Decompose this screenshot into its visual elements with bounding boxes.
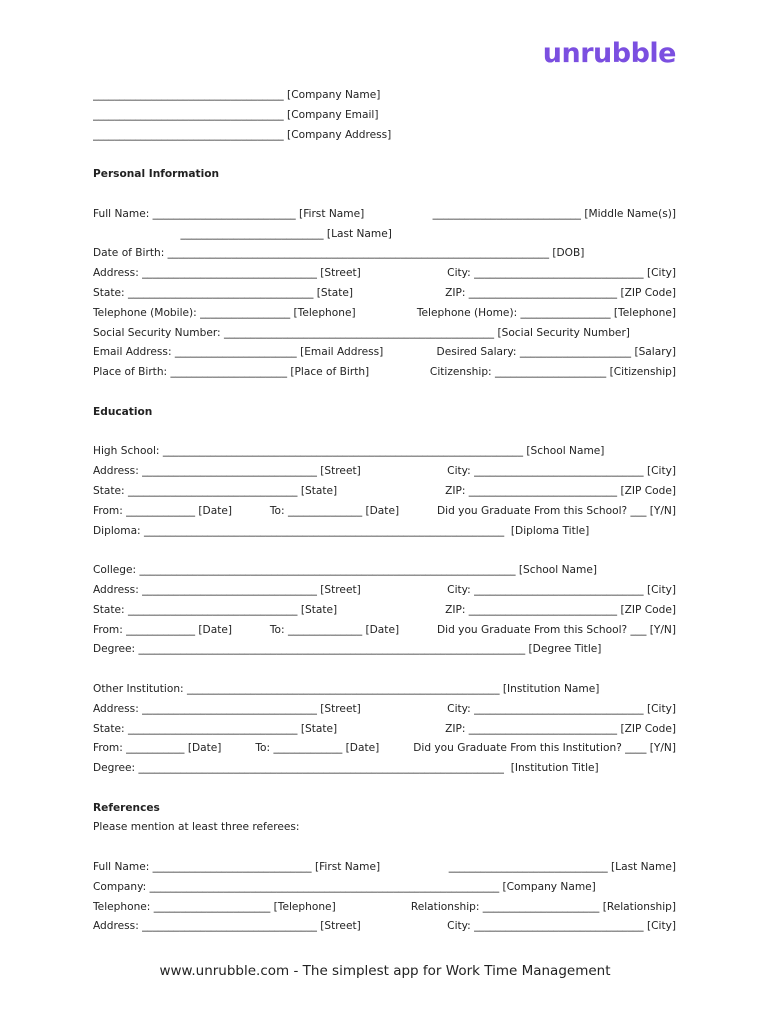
- form-field-text: State: ________________________________ [State]: [93, 484, 338, 497]
- section-heading-education: Education: [93, 405, 153, 418]
- form-field-text: Degree: _____________________________________________________________________ [Institution Title]: [93, 762, 599, 775]
- form-field-text: From: ___________ [Date]: [93, 742, 222, 755]
- spacer: [93, 383, 676, 403]
- college-block: [93, 561, 676, 660]
- company-line: ____________________________________ [Company Email]: [93, 108, 379, 121]
- form-line: [93, 225, 676, 245]
- form-field-text: To: ______________ [Date]: [269, 504, 400, 517]
- form-line: [93, 898, 676, 918]
- form-field-text: Email Address: _______________________ [Email Address]: [93, 346, 384, 359]
- form-field-text: Telephone (Home): _________________ [Telephone]: [416, 306, 676, 319]
- form-document: [93, 86, 676, 937]
- form-field-text: ______________________________ [Last Name]: [448, 861, 676, 874]
- form-field-text: From: _____________ [Date]: [93, 504, 232, 517]
- form-field-text: Full Name: ___________________________ [First Name]: [93, 207, 365, 220]
- form-field-text: Citizenship: _____________________ [Citizenship]: [429, 366, 676, 379]
- company-line: ____________________________________ [Company Name]: [93, 89, 381, 101]
- form-field-text: Desired Salary: _____________________ [Salary]: [436, 346, 676, 359]
- form-field-text: Place of Birth: ______________________ [Place of Birth]: [93, 366, 370, 379]
- form-line: [93, 601, 676, 621]
- form-field-text: Company: __________________________________________________________________ [Company Name]: [93, 880, 596, 893]
- form-line: [93, 739, 676, 759]
- personal-info-block: [93, 205, 676, 383]
- other-institution-block: [93, 680, 676, 779]
- company-line: ____________________________________ [Company Address]: [93, 128, 392, 141]
- form-field-text: College: _______________________________________________________________________ [School Name]: [93, 564, 597, 577]
- form-field-text: City: ________________________________ [City]: [447, 920, 676, 933]
- spacer: [93, 145, 676, 165]
- form-field-text: Degree: _________________________________________________________________________ [Degree Title]: [93, 643, 602, 656]
- form-field-text: Other Institution: ___________________________________________________________ [Institution Name]: [93, 682, 600, 695]
- form-field-text: Did you Graduate From this Institution? ____ [Y/N]: [413, 742, 676, 755]
- form-field-text: Social Security Number: ___________________________________________________ [Social Security Number]: [93, 326, 630, 339]
- form-line: [93, 343, 676, 363]
- form-line: [93, 640, 676, 660]
- form-field-text: Address: _________________________________ [Street]: [93, 465, 361, 478]
- form-line: [93, 581, 676, 601]
- form-field-text: High School: ____________________________________________________________________ [School Name]: [93, 445, 605, 458]
- form-line: [93, 700, 676, 720]
- spacer: [93, 660, 676, 680]
- form-field-text: ___________________________ [Last Name]: [93, 227, 392, 240]
- spacer: [93, 838, 676, 858]
- high-school-block: [93, 442, 676, 541]
- form-field-text: Diploma: ____________________________________________________________________ [Diploma Title]: [93, 524, 590, 537]
- form-field-text: From: _____________ [Date]: [93, 623, 232, 636]
- form-field-text: Telephone (Mobile): _________________ [Telephone]: [93, 306, 356, 319]
- form-field-text: ZIP: ____________________________ [ZIP Code]: [445, 286, 676, 299]
- form-line: [93, 502, 676, 522]
- form-field-text: State: ___________________________________ [State]: [93, 286, 354, 299]
- form-field-text: ZIP: ____________________________ [ZIP Code]: [445, 722, 676, 735]
- form-field-text: To: ______________ [Date]: [269, 623, 400, 636]
- form-field-text: Full Name: ______________________________ [First Name]: [93, 861, 381, 874]
- spacer: [93, 541, 676, 561]
- form-line: [93, 561, 676, 581]
- form-line: [93, 878, 676, 898]
- spacer: [93, 185, 676, 205]
- form-line: [93, 363, 676, 383]
- form-field-text: City: ________________________________ [City]: [447, 267, 676, 280]
- form-line: [93, 442, 676, 462]
- form-line: [93, 264, 676, 284]
- form-line: [93, 720, 676, 740]
- form-field-text: Address: _________________________________ [Street]: [93, 583, 361, 596]
- references-block: [93, 858, 676, 937]
- form-line: [93, 304, 676, 324]
- spacer: [93, 423, 676, 443]
- form-field-text: To: _____________ [Date]: [255, 742, 380, 755]
- form-field-text: City: ________________________________ [City]: [447, 465, 676, 478]
- form-field-text: ____________________________ [Middle Name(s)]: [432, 207, 676, 220]
- form-field-text: Telephone: ______________________ [Telephone]: [93, 900, 336, 913]
- form-field-text: Address: _________________________________ [Street]: [93, 267, 361, 280]
- form-field-text: State: ________________________________ [State]: [93, 603, 338, 616]
- form-line: [93, 244, 676, 264]
- brand-logo: unrubble: [542, 38, 676, 69]
- form-field-text: Did you Graduate From this School? ___ [Y/N]: [436, 504, 676, 517]
- form-line: [93, 759, 676, 779]
- references-subtitle: Please mention at least three referees:: [93, 821, 300, 834]
- form-field-text: State: ________________________________ [State]: [93, 722, 338, 735]
- spacer: [93, 779, 676, 799]
- form-line: [93, 482, 676, 502]
- footer-text: www.unrubble.com - The simplest app for Work Time Management: [159, 963, 611, 979]
- form-field-text: Did you Graduate From this School? ___ [Y/N]: [436, 623, 676, 636]
- form-line: [93, 284, 676, 304]
- form-line: [93, 205, 676, 225]
- form-field-text: Relationship: ______________________ [Relationship]: [410, 900, 676, 913]
- form-field-text: City: ________________________________ [City]: [447, 702, 676, 715]
- form-line: [93, 522, 676, 542]
- form-field-text: Address: _________________________________ [Street]: [93, 920, 361, 933]
- form-field-text: ZIP: ____________________________ [ZIP Code]: [445, 484, 676, 497]
- form-line: [93, 621, 676, 641]
- company-info-block: [93, 86, 676, 145]
- form-line: [93, 917, 676, 937]
- form-line: [93, 680, 676, 700]
- form-field-text: City: ________________________________ [City]: [447, 583, 676, 596]
- section-heading-references: References: [93, 801, 160, 814]
- form-field-text: Address: _________________________________ [Street]: [93, 702, 361, 715]
- section-heading-personal: Personal Information: [93, 168, 220, 181]
- form-field-text: ZIP: ____________________________ [ZIP Code]: [445, 603, 676, 616]
- form-line: [93, 324, 676, 344]
- form-line: [93, 462, 676, 482]
- form-line: [93, 858, 676, 878]
- form-field-text: Date of Birth: ________________________________________________________________________ [DOB]: [93, 247, 585, 260]
